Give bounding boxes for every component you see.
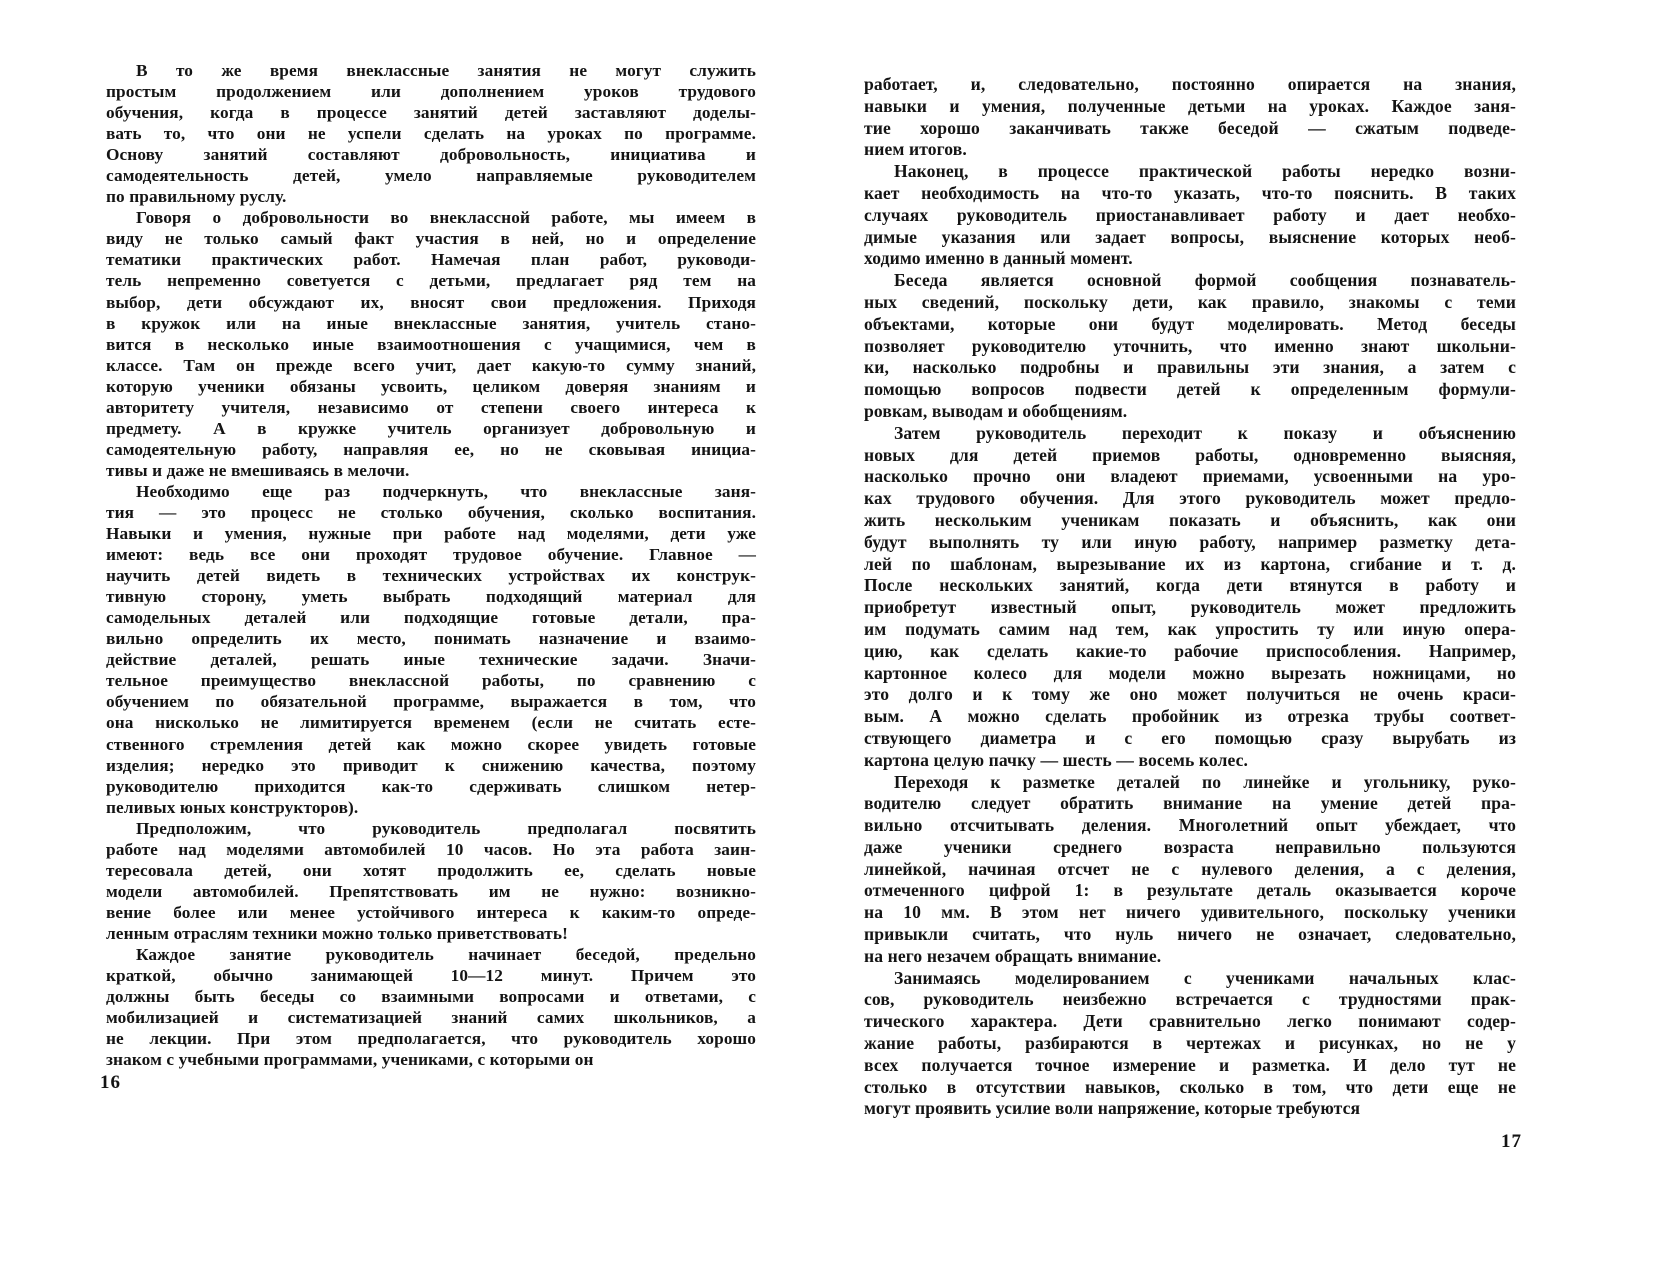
text-line: могут проявить усилие воли напряжение, которые требуются [864,1098,1361,1119]
text-line: знаком с учебными программами, учениками, с которыми он [106,1050,594,1070]
text-line: тель непременно советуется с детьми, предлагает ряд тем на [106,271,756,291]
text-line: тивы и даже не вмешиваясь в мелочи. [106,460,410,480]
text-line: тельное преимущество внеклассной работы, по сравнению с [106,671,756,691]
text-line: Каждое занятие руководитель начинает беседой, предельно [136,944,756,964]
text-line: Предположим, что руководитель предполагал посвятить [136,818,756,838]
text-line: самодельных деталей или подходящие готовые детали, пра- [106,608,756,628]
text-line: Основу занятий составляют добровольность, инициатива и [106,145,756,165]
text-line: линейкой, начиная отсчет не с нулевого деления, а с деления, [864,858,1516,879]
text-line: по правильному руслу. [106,187,287,207]
text-line: тематики практических работ. Намечая план работ, руководи- [106,250,756,270]
text-line: Затем руководитель переходит к показу и объяснению [894,422,1516,443]
text-line: привыкли считать, что нуль ничего не означает, следовательно, [864,924,1516,945]
text-line: нием итогов. [864,139,967,160]
text-line: она нисколько не лимитируется временем (если не считать есте- [106,713,756,733]
text-line: авторитету учителя, независимо от степени своего интереса к [106,397,756,417]
text-line: позволяет руководителю уточнить, что именно знают школьни- [864,335,1516,356]
text-line: водителю следует обратить внимание на умение детей пра- [864,793,1516,814]
text-line: отмеченного цифрой 1: в результате деталь оказывается короче [864,880,1516,901]
text-line: которую ученики обязаны усвоить, целиком доверяя знаниям и [106,376,756,396]
text-line: вильно определить их место, понимать назначение и взаимо- [106,629,756,649]
text-line: научить детей видеть в технических устройствах их конструк- [106,566,756,586]
right-page-number: 17 [1501,1131,1522,1152]
text-line: новых для детей приемов работы, одновременно выясняя, [864,444,1516,465]
text-line: Переходя к разметке деталей по линейке и угольнику, руко- [894,771,1516,792]
text-line: обучением по обязательной программе, выражается в том, что [106,692,756,712]
text-line: сов, руководитель неизбежно встречается с трудностями прак- [864,989,1516,1010]
text-line: должны быть беседы со взаимными вопросами и ответами, с [106,987,756,1007]
text-line: в кружок или на иные внеклассные занятия, учитель стано- [106,313,756,333]
text-line: вым. А можно сделать пробойник из отрезка трубы соответ- [864,706,1516,727]
text-line: кает необходимость на что-то указать, что-то пояснить. В таких [864,182,1516,203]
left-page-number: 16 [100,1072,121,1093]
text-line: вение более или менее устойчивого интереса к каким-то опреде- [106,902,756,922]
text-line: тие хорошо заканчивать также беседой — сжатым подведе- [864,117,1516,138]
text-line: ных сведений, поскольку дети, как правило, знакомы с теми [864,291,1516,312]
text-line: будут выполнять ту или иную работу, например разметку дета- [864,531,1516,552]
text-line: ровкам, выводам и обобщениям. [864,400,1128,421]
text-line: виду не только самый факт участия в ней, но и определение [106,229,756,249]
text-line: Беседа является основной формой сообщения познаватель- [894,270,1516,291]
text-line: это долго и к тому же оно может получиться не очень краси- [864,684,1516,705]
text-line: вится в несколько иные взаимоотношения с учащимися, чем в [106,334,756,354]
text-line: Говоря о добровольности во внеклассной работе, мы имеем в [136,208,756,228]
text-line: жание работы, разбираются в чертежах и рисунках, но не у [864,1033,1516,1054]
text-line: всех получается точное измерение и разметка. И дело тут не [864,1054,1516,1075]
text-line: ственного стремления детей как можно скорее увидеть готовые [106,734,756,754]
text-line: ствующего диаметра и с его помощью сразу вырубать из [864,727,1516,748]
text-line: на него незачем обращать внимание. [864,945,1162,966]
text-line: Занимаясь моделированием с учениками начальных клас- [894,967,1516,988]
text-line: изделия; нередко это приводит к снижению качества, поэтому [106,755,756,775]
text-line: картонное колесо для модели можно вырезать ножницами, но [864,662,1516,683]
text-line: руководителю приходится как-то сдерживать слишком нетер- [106,776,756,796]
text-line: тивную сторону, уметь выбрать подходящий материал для [106,587,756,607]
text-line: приобретут известный опыт, руководитель может предложить [864,597,1516,618]
text-line: столько в отсутствии навыков, сколько в том, что дети еще не [864,1076,1516,1097]
text-line: не лекции. При этом предполагается, что руководитель хорошо [106,1029,756,1049]
text-line: простым продолжением или дополнением уроков трудового [106,82,756,102]
text-line: тересовала детей, они хотят продолжить ее, сделать новые [106,860,756,880]
text-line: пеливых юных конструкторов). [106,797,359,817]
text-line: им подумать самим над тем, как упростить ту или иную опера- [864,618,1516,639]
text-line: Наконец, в процессе практической работы нередко возни- [894,161,1516,182]
text-line: Навыки и умения, нужные при работе над моделями, дети уже [106,524,756,544]
text-line: классе. Там он прежде всего учит, дает какую-то сумму знаний, [106,355,756,375]
text-line: предмету. А в кружке учитель организует добровольную и [106,418,756,438]
text-line: насколько прочно они владеют приемами, усвоенными на уро- [864,466,1516,487]
text-line: случаях руководитель приостанавливает работу и дает необхо- [864,204,1516,225]
text-line: действие деталей, решать иные технические задачи. Значи- [106,650,756,670]
text-line: После нескольких занятий, когда дети втянутся в работу и [864,575,1516,596]
text-line: вильно отсчитывать деления. Многолетний опыт убеждает, что [864,815,1516,836]
text-line: В то же время внеклассные занятия не могут служить [136,61,756,80]
text-line: ленным отраслям техники можно только приветствовать! [106,923,568,943]
text-line: краткой, обычно занимающей 10—12 минут. Причем это [106,966,756,986]
text-line: тического характера. Дети сравнительно легко понимают содер- [864,1011,1516,1032]
text-line: самодеятельность детей, умело направляемые руководителем [106,166,756,186]
text-line: ках трудового обучения. Для этого руководитель может предло- [864,488,1516,509]
text-line: лей по шаблонам, вырезывание их из картона, сгибание и т. д. [864,553,1516,574]
text-line: ки, насколько подробны и правильны эти знания, а затем с [864,357,1516,378]
text-line: навыки и умения, полученные детьми на уроках. Каждое заня- [864,95,1516,116]
left-page-text-column [106,60,756,1070]
text-line: мобилизацией и систематизацией знаний самих школьников, а [106,1008,756,1028]
text-line: выбор, дети обсуждают их, вносят свои предложения. Приходя [106,292,756,312]
text-line: картона целую пачку — шесть — восемь колес. [864,749,1249,770]
text-line: объектами, которые они будут моделировать. Метод беседы [864,313,1516,334]
text-line: обучения, когда в процессе занятий детей заставляют доделы- [106,103,756,123]
text-line: цию, как сделать какие-то рабочие приспособления. Например, [864,640,1516,661]
text-line: димые указания или задает вопросы, выяснение которых необ- [864,226,1516,247]
text-line: тия — это процесс не столько обучения, сколько воспитания. [106,502,756,522]
text-line: вать то, что они не успели сделать на уроках по программе. [106,124,756,144]
text-line: жить нескольким ученикам показать и объяснить, как они [864,509,1516,530]
right-page-text-column [864,74,1516,1120]
text-line: помощью вопросов подвести детей к определенным формули- [864,379,1516,400]
text-line: имеют: ведь все они проходят трудовое обучение. Главное — [106,545,756,565]
text-line: ходимо именно в данный момент. [864,248,1133,269]
text-line: самодеятельную работу, направляя ее, но не сковывая инициа- [106,439,756,459]
text-line: работе над моделями автомобилей 10 часов. Но эта работа заин- [106,839,756,859]
text-line: модели автомобилей. Препятствовать им не нужно: возникно- [106,881,756,901]
text-line: на 10 мм. В этом нет ничего удивительного, поскольку ученики [864,902,1516,923]
text-line: даже ученики среднего возраста неправильно пользуются [864,836,1516,857]
text-line: Необходимо еще раз подчеркнуть, что внеклассные заня- [136,481,756,501]
text-line: работает, и, следовательно, постоянно опирается на знания, [864,74,1516,94]
